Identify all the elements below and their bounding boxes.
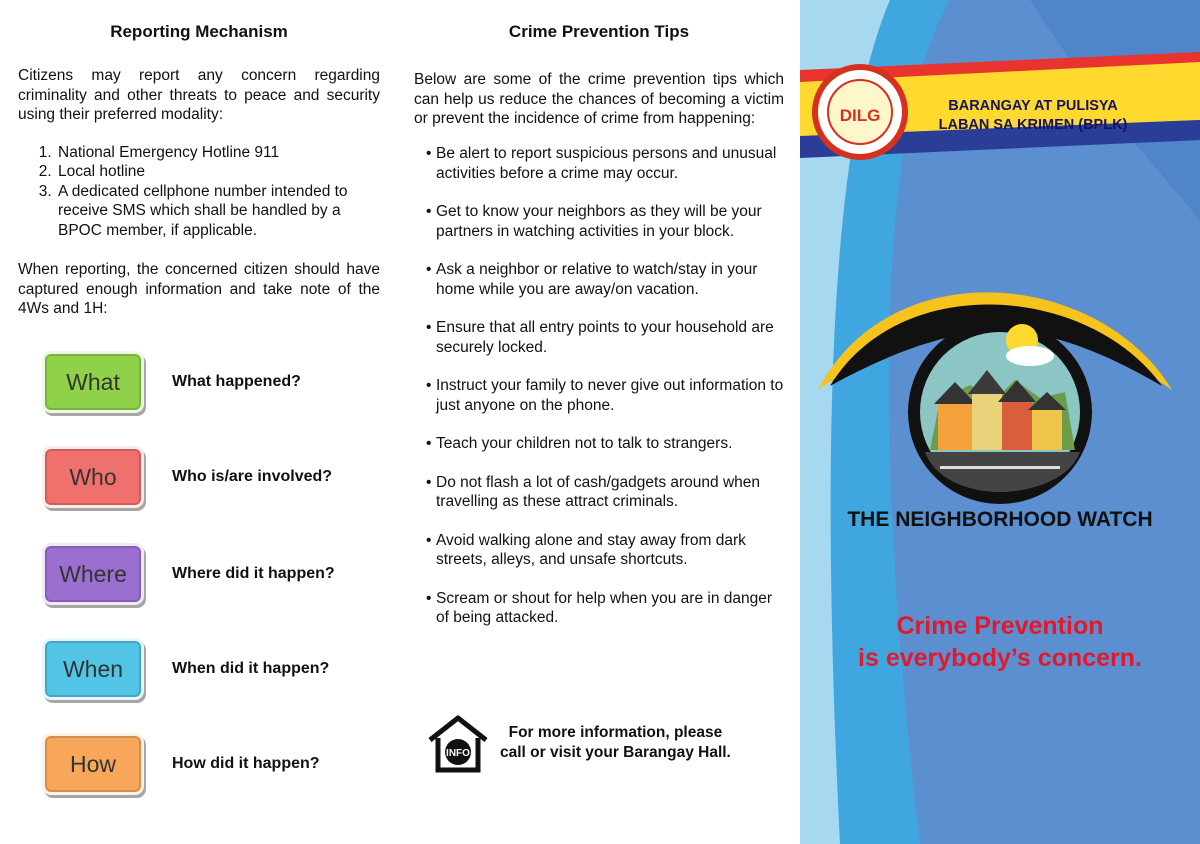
tip-item: • Be alert to report suspicious persons and unusual activities before a crime may occur. [426,145,777,182]
tips-intro: Below are some of the crime prevention tips which can help us reduce the chances of becoming a victim or prevent the incidence of crime from happening: [414,71,784,127]
reporting-intro: Citizens may report any concern regarding criminality and other threats to peace and security using their preferred modality: [18,67,380,123]
dilg-logo-text: DILG [839,106,881,125]
modality-item: 2. Local hotline [56,162,380,182]
who-button: Who [42,446,144,508]
svg-text:INFO: INFO [446,748,470,759]
tip-item: • Avoid walking alone and stay away from dark streets, alleys, and unsafe shortcuts. [426,531,746,568]
cover-title: THE NEIGHBORHOOD WATCH [847,508,1153,531]
how-button: How [42,733,144,795]
tips-title: Crime Prevention Tips [508,22,690,41]
reporting-title: Reporting Mechanism [110,22,288,41]
bplk-banner: BARANGAY AT PULISYA LABAN SA KRIMEN (BPLK) [938,98,1128,133]
tip-item: • Scream or shout for help when you are in danger of being attacked. [426,589,773,626]
tip-item: • Ensure that all entry points to your household are securely locked. [426,319,774,356]
house-icon [972,392,1002,450]
modality-item: 3. A dedicated cellphone number intended to receive SMS which shall be handled by a BPOC member, if applicable. [56,182,380,241]
how-label: How did it happen? [172,755,320,772]
when-button: When [42,638,144,700]
modality-list [18,143,380,241]
when-label: When did it happen? [172,660,330,677]
tip-item: • Get to know your neighbors as they will be your partners in watching activities in your block. [426,203,762,240]
where-button: Where [42,543,144,605]
tips-list [414,144,784,628]
tip-item: • Instruct your family to never give out information to just anyone on the phone. [426,377,784,414]
tip-item: • Ask a neighbor or relative to watch/stay in your home while you are away/on vacation. [426,261,758,298]
house-icon [1032,408,1062,450]
house-icon [938,402,972,450]
cover-slogan: Crime Prevention is everybody’s concern. [858,612,1142,672]
question-row-what [42,351,301,413]
question-row-where [42,543,335,605]
tips-panel [400,0,800,844]
reporting-panel [0,0,400,844]
question-row-who [42,446,332,508]
info-text: For more information, please call or visit your Barangay Hall. [500,724,731,761]
what-button: What [42,351,144,413]
house-info-icon [426,712,490,774]
modality-item: 1. National Emergency Hotline 911 [56,143,380,163]
when-reporting-text: When reporting, the concerned citizen should have captured enough information and take note of the 4Ws and 1H: [18,261,380,317]
question-row-how [42,733,320,795]
tip-item: • Teach your children not to talk to strangers. [426,435,733,452]
house-icon [1002,400,1032,450]
what-label: What happened? [172,373,301,390]
question-row-when [42,638,329,700]
tip-item: • Do not flash a lot of cash/gadgets around when travelling as these attract criminals. [426,473,760,510]
where-label: Where did it happen? [172,565,335,582]
who-label: Who is/are involved? [172,468,333,485]
info-box [426,712,731,774]
cover-panel [800,0,1200,844]
